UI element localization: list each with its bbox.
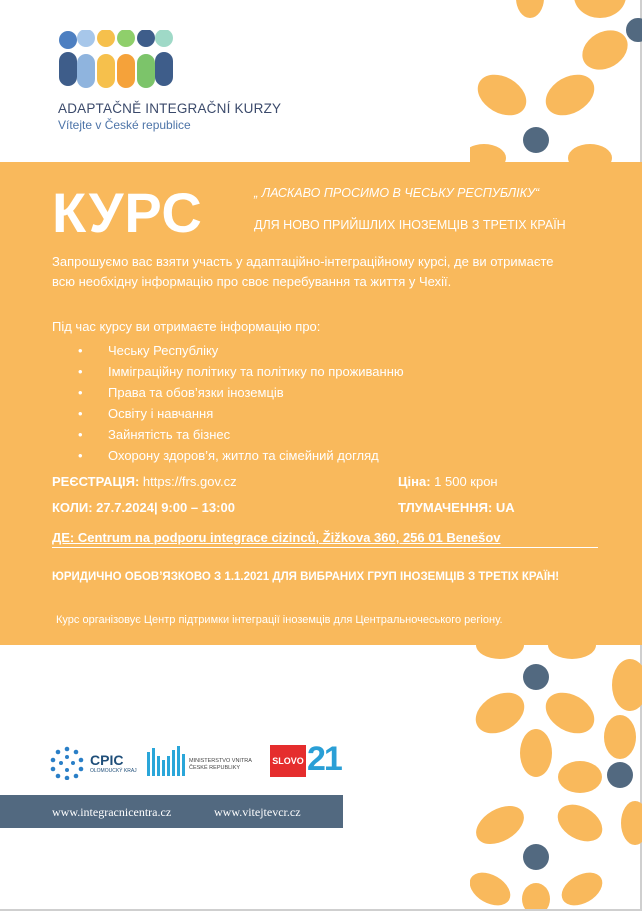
list-item: • Чеську Республіку bbox=[78, 342, 404, 363]
organizer-note: Курс організовує Центр підтримки інтеграції іноземців для Центральночеського регіону. bbox=[56, 614, 503, 626]
legal-notice: ЮРИДИЧНО ОБОВ’ЯЗКОВО З 1.1.2021 ДЛЯ ВИБРАНИХ ГРУП ІНОЗЕМЦІВ З ТРЕТІХ КРАЇН! bbox=[52, 571, 560, 583]
audience-subtitle: ДЛЯ НОВО ПРИЙШЛИХ ІНОЗЕМЦІВ З ТРЕТІХ КРАЇН bbox=[254, 218, 566, 232]
registration-label: РЕЄСТРАЦІЯ: bbox=[52, 474, 140, 489]
interpretation-info: ТЛУМАЧЕННЯ: UA bbox=[398, 500, 515, 515]
course-heading: КУРС bbox=[52, 181, 203, 244]
course-lead: Під час курсу ви отримаєте інформацію про: bbox=[52, 319, 321, 334]
brand-title: ADAPTAČNĚ INTEGRAČNÍ KURZY bbox=[58, 101, 282, 116]
list-item: • Імміграційну політику та політику по проживанню bbox=[78, 363, 404, 384]
registration-info bbox=[52, 474, 237, 489]
slovo-21-logo: 21 bbox=[307, 740, 341, 778]
footer-link-vitejtevcr[interactable]: www.vitejtevcr.cz bbox=[214, 805, 301, 819]
list-item: • Права та обов’язки іноземців bbox=[78, 384, 404, 405]
footer-link-integracnicentra[interactable]: www.integracnicentra.cz bbox=[52, 805, 172, 819]
brand-subtitle: Vítejte v České republice bbox=[58, 118, 191, 132]
location-info: ДЕ: Centrum na podporu integrace cizinců, Žižkova 360, 256 01 Benešov bbox=[52, 530, 598, 548]
cpic-region: OLOMOUCKÝ KRAJ bbox=[90, 768, 137, 774]
list-item: • Охорону здоров’я, житло та сімейний догляд bbox=[78, 447, 404, 468]
date-time: КОЛИ: 27.7.2024| 9:00 – 13:00 bbox=[52, 500, 235, 515]
intro-text: Запрошуємо вас взяти участь у адаптаційно-інтеграційному курсі, де ви отримаєте всю необхідну інформацію про своє перебування та життя у Чехії. bbox=[52, 254, 554, 289]
flower-decoration-icon bbox=[470, 645, 642, 909]
flower-decoration-icon bbox=[470, 0, 642, 162]
ministry-line-1: MINISTERSTVO VNITRA bbox=[189, 758, 252, 764]
cpic-logo-icon bbox=[50, 746, 84, 780]
slovo-logo: SLOVO bbox=[270, 745, 306, 777]
list-item: • Зайнятість та бізнес bbox=[78, 426, 404, 447]
ministry-line-2: ČESKÉ REPUBLIKY bbox=[189, 765, 241, 771]
people-logo-icon bbox=[56, 30, 186, 90]
price-info bbox=[398, 474, 498, 489]
cpic-logo-text: CPIC bbox=[90, 752, 124, 768]
list-item: • Освіту і навчання bbox=[78, 405, 404, 426]
registration-link[interactable]: https://frs.gov.cz bbox=[139, 474, 237, 489]
ministry-logo-text bbox=[189, 758, 252, 772]
price-label: Ціна: bbox=[398, 474, 431, 489]
welcome-title: „ ЛАСКАВО ПРОСИМО В ЧЕСЬКУ РЕСПУБЛІКУ“ bbox=[254, 186, 540, 200]
price-value: 1 500 крон bbox=[430, 474, 498, 489]
ministry-logo-icon bbox=[147, 746, 187, 776]
topic-list bbox=[78, 342, 404, 468]
